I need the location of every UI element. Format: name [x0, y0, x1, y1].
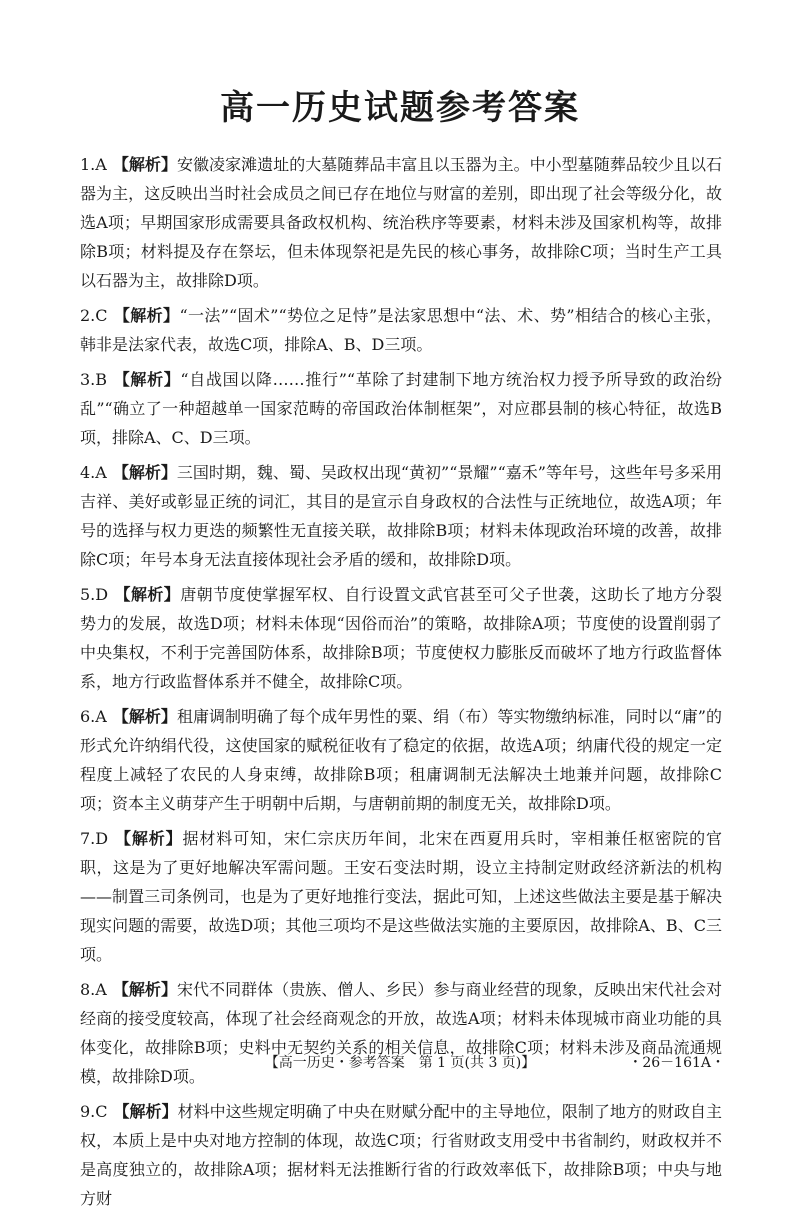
answer-item [80, 301, 722, 359]
answer-item [80, 824, 722, 969]
answer-letter: A [95, 707, 107, 726]
analysis-text: 三国时期，魏、蜀、吴政权出现“黄初”“景耀”“嘉禾”等年号，这些年号多采用吉祥、美好或彰显正统的词汇，其目的是宣示自身政权的合法性与正统地位，故选A项；年号的选择与权力更迭的频繁性无直接关联，故排除B项；材料未体现政治环境的改善，故排除C项；年号本身无法直接体现社会矛盾的缓和，故排除D项。 [80, 463, 722, 569]
question-number: 3. [80, 370, 96, 389]
analysis-text: 据材料可知，宋仁宗庆历年间，北宋在西夏用兵时，宰相兼任枢密院的官职，这是为了更好地解决军需问题。王安石变法时期，设立主持制定财政经济新法的机构——制置三司条例司，也是为了更好地推行变法，据此可知，上述这些做法主要是基于解决现实问题的需要，故选D项；其他三项均不是这些做法实施的主要原因，故排除A、B、C三项。 [80, 829, 722, 964]
question-number: 1. [80, 155, 96, 174]
question-number: 2. [80, 306, 96, 325]
analysis-tag: 【解析】 [112, 155, 177, 174]
answer-item [80, 458, 722, 574]
analysis-text: 材料中这些规定明确了中央在财赋分配中的主导地位，限制了地方的财政自主权，本质上是中央对地方控制的体现，故选C项；行省财政支用受中书省制约，财政权并不是高度独立的，故排除A项；据材料无法推断行省的行政效率低下，故排除B项；中央与地方财 [80, 1102, 722, 1208]
question-number: 7. [80, 829, 96, 848]
analysis-tag: 【解析】 [112, 463, 177, 482]
analysis-text: 租庸调制明确了每个成年男性的粟、绢（布）等实物缴纳标准，同时以“庸”的形式允许纳绢代役，这使国家的赋税征收有了稳定的依据，故选A项；纳庸代役的规定一定程度上减轻了农民的人身束缚，故排除B项；租庸调制无法解决土地兼并问题，故排除C项；资本主义萌芽产生于明朝中后期，与唐朝前期的制度无关，故排除D项。 [80, 707, 722, 813]
page-footer [0, 1050, 800, 1076]
answer-letter: A [95, 463, 107, 482]
question-number: 9. [80, 1102, 96, 1121]
answer-letter: B [95, 370, 108, 389]
question-number: 4. [80, 463, 96, 482]
analysis-text: “自战国以降……推行”“革除了封建制下地方统治权力授予所导致的政治纷乱”“确立了一种超越单一国家范畴的帝国政治体制框架”，对应郡县制的核心特征，故选B项，排除A、C、D三项。 [80, 370, 722, 447]
analysis-text: 安徽凌家滩遗址的大墓随葬品丰富且以玉器为主。中小型墓随葬品较少且以石器为主，这反映出当时社会成员之间已存在地位与财富的差别，即出现了社会等级分化，故选A项；早期国家形成需要具备政权机构、统治秩序等要素，材料未涉及国家机构等，故排除B项；材料提及存在祭坛，但未体现祭祀是先民的核心事务，故排除C项；当时生产工具以石器为主，故排除D项。 [80, 155, 722, 290]
answer-letter: A [95, 155, 107, 174]
analysis-text: 宋代不同群体（贵族、僧人、乡民）参与商业经营的现象，反映出宋代社会对经商的接受度较高，体现了社会经商观念的开放，故选A项；材料未体现城市商业功能的具体变化，故排除B项；史料中无契约关系的相关信息，故排除C项；材料未涉及商品流通规模，故排除D项。 [80, 980, 722, 1086]
answer-letter: C [95, 1102, 108, 1121]
answer-letter: D [95, 585, 109, 604]
analysis-tag: 【解析】 [112, 707, 177, 726]
answer-item [80, 702, 722, 818]
footer-page-info: 【高一历史・参考答案 第 1 页(共 3 页)】 [264, 1055, 536, 1071]
analysis-tag: 【解析】 [114, 585, 181, 604]
analysis-tag: 【解析】 [113, 370, 181, 389]
answer-letter: D [95, 829, 109, 848]
answer-item [80, 150, 722, 295]
question-number: 5. [80, 585, 96, 604]
question-number: 8. [80, 980, 96, 999]
answer-item [80, 1097, 722, 1213]
analysis-tag: 【解析】 [114, 829, 183, 848]
answer-letter: C [95, 306, 108, 325]
answer-item [80, 365, 722, 452]
analysis-tag: 【解析】 [113, 306, 180, 325]
question-number: 6. [80, 707, 96, 726]
analysis-tag: 【解析】 [113, 1102, 178, 1121]
answer-item [80, 580, 722, 696]
page-title: 高一历史试题参考答案 [220, 88, 580, 128]
answer-letter: A [95, 980, 107, 999]
footer-code: ・26－161A・ [628, 1055, 725, 1071]
analysis-tag: 【解析】 [112, 980, 177, 999]
analysis-text: 唐朝节度使掌握军权、自行设置文武官甚至可父子世袭，这助长了地方分裂势力的发展，故选D项；材料未体现“因俗而治”的策略，故排除A项；节度使的设置削弱了中央集权，不利于完善国防体系，故排除B项；节度使权力膨胀反而破坏了地方行政监督体系，地方行政监督体系并不健全，故排除C项。 [80, 585, 722, 691]
analysis-text: “一法”“固术”“势位之足恃”是法家思想中“法、术、势”相结合的核心主张，韩非是法家代表，故选C项，排除A、B、D三项。 [80, 306, 722, 354]
